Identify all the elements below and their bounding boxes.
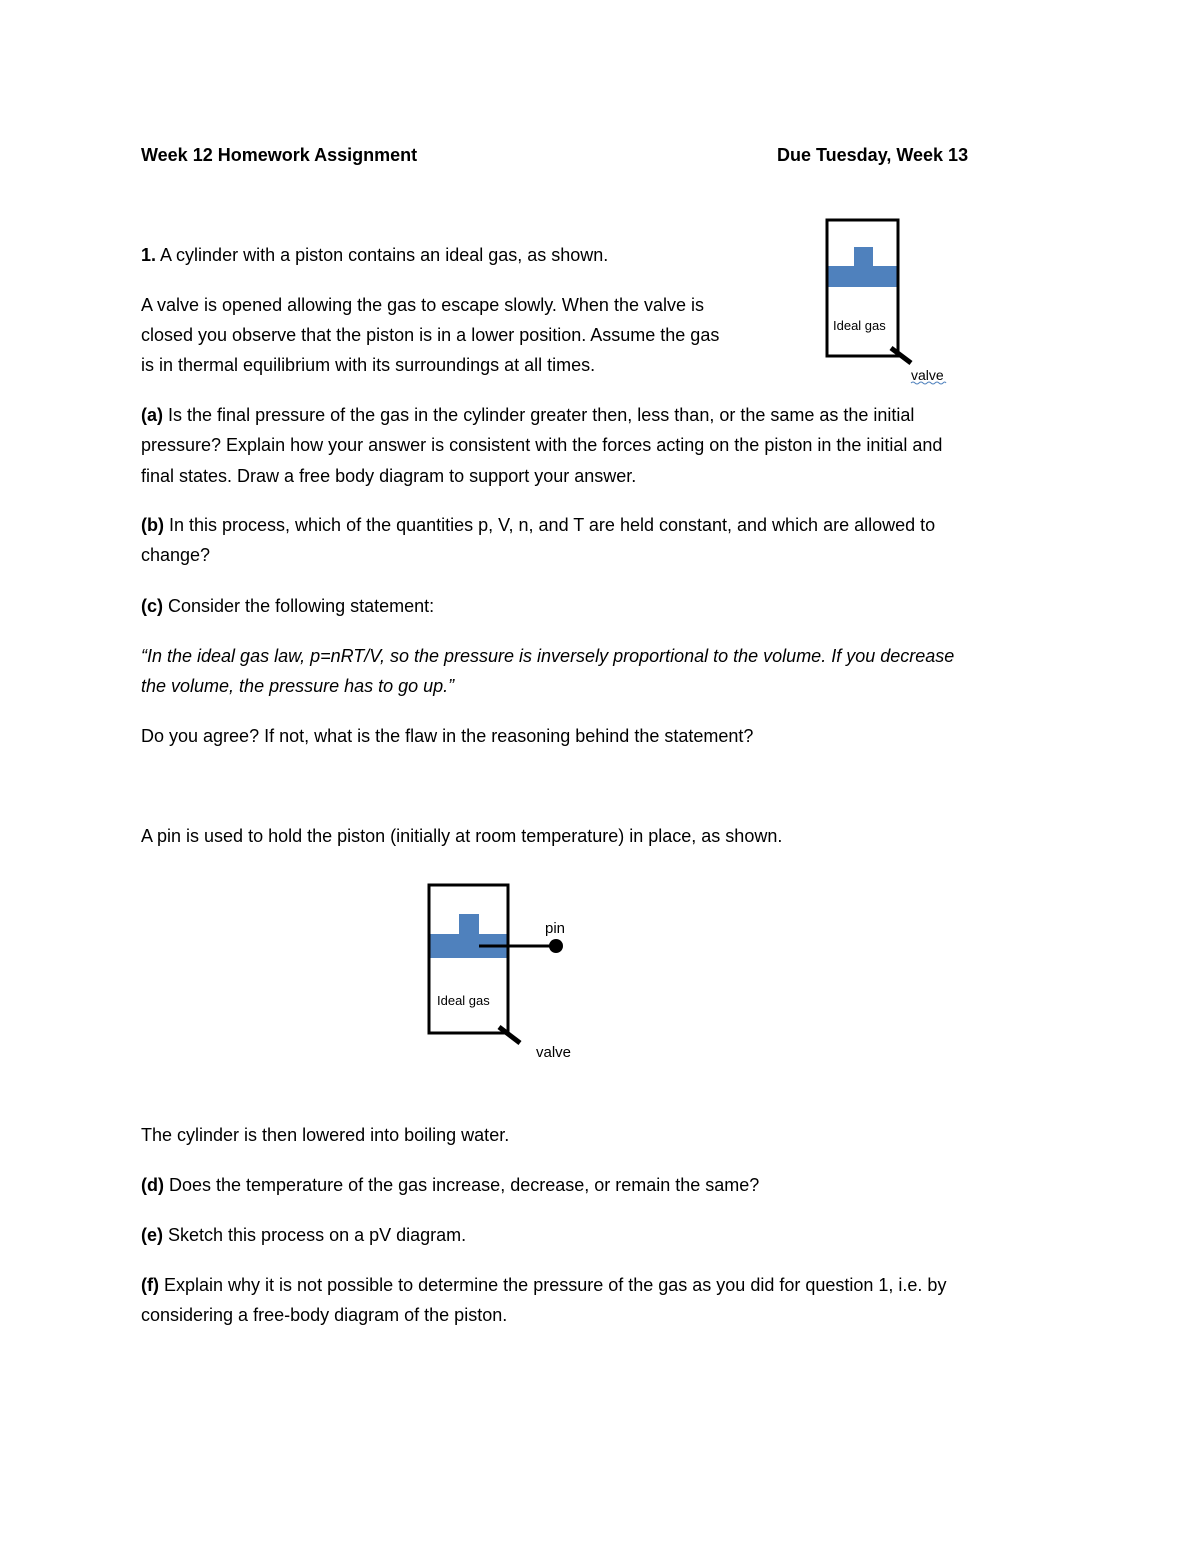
q1-para-line-1: A valve is opened allowing the gas to escape slowly. When the valve is bbox=[141, 295, 704, 315]
figure-1-cylinder bbox=[800, 210, 980, 390]
q1-number: 1. bbox=[141, 245, 157, 265]
q2f-label: (f) bbox=[141, 1275, 159, 1295]
q2f-text-1: Explain why it is not possible to determine the pressure of the gas as you did for question 1, i.e. by bbox=[164, 1275, 947, 1295]
q2-after-figure: The cylinder is then lowered into boiling water. bbox=[141, 1125, 510, 1145]
q1a-text-1: Is the final pressure of the gas in the cylinder greater then, less than, or the same as the initial bbox=[168, 405, 915, 425]
figure-2-gas-label: Ideal gas bbox=[437, 993, 490, 1008]
q1c-quote-line-2: the volume, the pressure has to go up.” bbox=[141, 676, 455, 696]
q1c-text: Consider the following statement: bbox=[168, 596, 435, 616]
q1b-label: (b) bbox=[141, 515, 164, 535]
q1a-line-1 bbox=[141, 400, 914, 430]
q1a-label: (a) bbox=[141, 405, 163, 425]
q2f-line-1 bbox=[141, 1270, 946, 1300]
q1-intro-text: A cylinder with a piston contains an ideal gas, as shown. bbox=[160, 245, 609, 265]
q2-intro: A pin is used to hold the piston (initially at room temperature) in place, as shown. bbox=[141, 826, 783, 846]
q1c-label: (c) bbox=[141, 596, 163, 616]
piston-plate bbox=[829, 266, 897, 287]
cylinder-outline bbox=[429, 885, 508, 1033]
q1c-line bbox=[141, 591, 434, 621]
q2e-line bbox=[141, 1220, 466, 1250]
q1b-line-1 bbox=[141, 510, 935, 540]
q1a-line-3: final states. Draw a free body diagram to support your answer. bbox=[141, 466, 637, 486]
figure-2-pin-label: pin bbox=[545, 920, 566, 937]
q2d-line bbox=[141, 1170, 759, 1200]
figure-2-cylinder-with-pin bbox=[400, 870, 620, 1070]
q1-para-line-2: closed you observe that the piston is in a lower position. Assume the gas bbox=[141, 325, 720, 345]
piston-handle bbox=[854, 247, 873, 267]
document-title: Week 12 Homework Assignment bbox=[141, 145, 418, 165]
q1c-followup: Do you agree? If not, what is the flaw in the reasoning behind the statement? bbox=[141, 726, 754, 746]
figure-1-valve-label: valve bbox=[911, 367, 944, 383]
q1b-text-1: In this process, which of the quantities p, V, n, and T are held constant, and which are allowed to bbox=[169, 515, 936, 535]
q1a-line-2: pressure? Explain how your answer is consistent with the forces acting on the piston in the initial and bbox=[141, 435, 943, 455]
due-date: Due Tuesday, Week 13 bbox=[777, 145, 969, 165]
q1c-quote-line-1: “In the ideal gas law, p=nRT/V, so the pressure is inversely proportional to the volume. If you decrease bbox=[141, 646, 955, 666]
q1-intro-line bbox=[141, 240, 608, 270]
q2f-line-2: considering a free-body diagram of the piston. bbox=[141, 1305, 508, 1325]
q2e-text: Sketch this process on a pV diagram. bbox=[168, 1225, 467, 1245]
q1b-line-2: change? bbox=[141, 545, 211, 565]
piston-handle bbox=[459, 914, 479, 935]
cylinder-outline bbox=[827, 220, 898, 356]
q2e-label: (e) bbox=[141, 1225, 163, 1245]
figure-1-gas-label: Ideal gas bbox=[833, 318, 886, 333]
q2d-text: Does the temperature of the gas increase, decrease, or remain the same? bbox=[169, 1175, 760, 1195]
q2d-label: (d) bbox=[141, 1175, 164, 1195]
figure-2-valve-label: valve bbox=[536, 1044, 572, 1061]
pin-head-icon bbox=[549, 939, 563, 953]
q1-para-line-3: is in thermal equilibrium with its surroundings at all times. bbox=[141, 355, 596, 375]
